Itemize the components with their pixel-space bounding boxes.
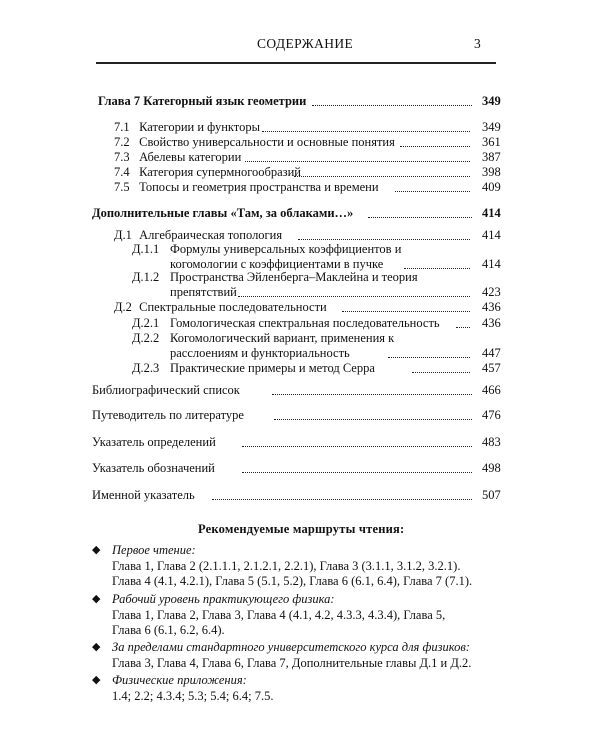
- diamond-bullet-icon: ◆: [92, 544, 101, 556]
- toc-section-number: 7.5: [114, 180, 130, 194]
- toc-section-title: Категория супермногообразий: [139, 165, 301, 179]
- toc-section-number: Д.2.3: [132, 361, 160, 375]
- header-rule: [96, 62, 496, 64]
- dot-leader: [274, 419, 472, 420]
- toc-section-title: Алгебраическая топология: [139, 228, 283, 242]
- dot-leader: [312, 105, 472, 106]
- toc-page-number: 414: [482, 206, 501, 220]
- route-title: Рабочий уровень практикующего физика:: [112, 592, 335, 606]
- diamond-bullet-icon: ◆: [92, 674, 101, 686]
- route-title: За пределами стандартного университетского курса для физиков:: [112, 640, 470, 654]
- toc-section-number: 7.2: [114, 135, 130, 149]
- running-head: [0, 36, 600, 54]
- toc-section-title: Гомологическая спектральная последовательность: [170, 316, 440, 330]
- dot-leader: [298, 239, 470, 240]
- route-line: Глава 4 (4.1, 4.2.1), Глава 5 (5.1, 5.2), Глава 6 (6.1, 6.4), Глава 7 (7.1).: [112, 574, 473, 588]
- page-title: СОДЕРЖАНИЕ: [257, 36, 354, 51]
- toc-section-title: Топосы и геометрия пространства и времени: [139, 180, 379, 194]
- toc-page-number: 483: [482, 435, 501, 449]
- route-line: Глава 1, Глава 2, Глава 3, Глава 4 (4.1, 4.2, 4.3.3, 4.3.4), Глава 5,: [112, 607, 446, 622]
- toc-page-number: 466: [482, 383, 501, 397]
- route-title: Физические приложения:: [112, 673, 247, 687]
- toc-page-number: 476: [482, 408, 501, 422]
- toc-section-title-line1: Формулы универсальных коэффициентов и: [170, 242, 402, 256]
- dot-leader: [242, 446, 472, 447]
- toc-section-title: Практические примеры и метод Серра: [170, 361, 375, 375]
- dot-leader: [242, 472, 472, 473]
- route-title: Первое чтение:: [112, 543, 196, 557]
- toc-section-number: Д.1.1: [132, 242, 160, 256]
- route-line: Глава 6 (6.1, 6.2, 6.4).: [112, 623, 225, 637]
- toc-page-number: 498: [482, 461, 501, 475]
- toc-section-title-line2: препятствий: [170, 285, 237, 299]
- page-number: 3: [474, 36, 481, 51]
- toc-page-number: 414: [482, 228, 501, 242]
- toc-page-number: 447: [482, 346, 501, 360]
- dot-leader: [245, 161, 470, 162]
- toc-page-number: 507: [482, 488, 501, 502]
- route-line: 1.4; 2.2; 4.3.4; 5.3; 5.4; 6.4; 7.5.: [112, 688, 274, 703]
- toc-entry-label: Указатель обозначений: [92, 461, 215, 475]
- toc-entry-label: Путеводитель по литературе: [92, 408, 244, 422]
- toc-section-number: Д.2.1: [132, 316, 160, 330]
- toc-chapter-label: Глава 7 Категорный язык геометрии: [98, 94, 307, 108]
- toc-page-number: 409: [482, 180, 501, 194]
- dot-leader: [262, 131, 470, 132]
- toc-section-number: Д.1.2: [132, 270, 160, 284]
- dot-leader: [294, 176, 470, 177]
- toc-chapter-label: Дополнительные главы «Там, за облаками…»: [92, 206, 354, 220]
- toc-page-number: 457: [482, 361, 501, 375]
- diamond-bullet-icon: ◆: [92, 593, 101, 605]
- toc-entry-label: Библиографический список: [92, 383, 240, 397]
- toc-section-title: Спектральные последовательности: [139, 300, 327, 314]
- dot-leader: [388, 357, 470, 358]
- toc-page-number: 414: [482, 257, 501, 271]
- dot-leader: [342, 311, 470, 312]
- toc-section-title: Абелевы категории: [139, 150, 242, 164]
- diamond-bullet-icon: ◆: [92, 641, 101, 653]
- toc-section-number: Д.1: [114, 228, 132, 242]
- toc-page-number: 387: [482, 150, 501, 164]
- toc-entry-label: Указатель определений: [92, 435, 216, 449]
- dot-leader: [238, 296, 470, 297]
- dot-leader: [272, 394, 472, 395]
- toc-page-number: 349: [482, 120, 501, 134]
- toc-section-title: Категории и функторы: [139, 120, 260, 134]
- toc-section-number: 7.1: [114, 120, 130, 134]
- toc-section-title-line1: Пространства Эйленберга–Маклейна и теория: [170, 270, 418, 284]
- toc-section-title-line1: Когомологический вариант, применения к: [170, 331, 395, 345]
- toc-section-number: Д.2: [114, 300, 132, 314]
- toc-section-title: Свойство универсальности и основные понятия: [139, 135, 395, 149]
- toc-page-number: 349: [482, 94, 501, 108]
- route-line: Глава 3, Глава 4, Глава 6, Глава 7, Дополнительные главы Д.1 и Д.2.: [112, 655, 472, 670]
- dot-leader: [412, 372, 470, 373]
- dot-leader: [456, 327, 470, 328]
- route-line: Глава 1, Глава 2 (2.1.1.1, 2.1.2.1, 2.2.1), Глава 3 (3.1.1, 3.1.2, 3.2.1).: [112, 558, 461, 573]
- dot-leader: [368, 217, 472, 218]
- toc-page-number: 423: [482, 285, 501, 299]
- dot-leader: [404, 268, 470, 269]
- toc-section-number: 7.3: [114, 150, 130, 164]
- toc-section-number: 7.4: [114, 165, 130, 179]
- toc-page-number: 436: [482, 300, 501, 314]
- routes-heading: Рекомендуемые маршруты чтения:: [198, 522, 405, 536]
- toc-page-number: 398: [482, 165, 501, 179]
- toc-section-number: Д.2.2: [132, 331, 160, 345]
- toc-section-title-line2: расслоениям и функториальность: [170, 346, 350, 360]
- dot-leader: [395, 191, 470, 192]
- toc-page-number: 436: [482, 316, 501, 330]
- dot-leader: [212, 499, 472, 500]
- toc-section-title-line2: когомологии с коэффициентами в пучке: [170, 257, 384, 271]
- toc-page-number: 361: [482, 135, 501, 149]
- dot-leader: [400, 146, 470, 147]
- toc-entry-label: Именной указатель: [92, 488, 195, 502]
